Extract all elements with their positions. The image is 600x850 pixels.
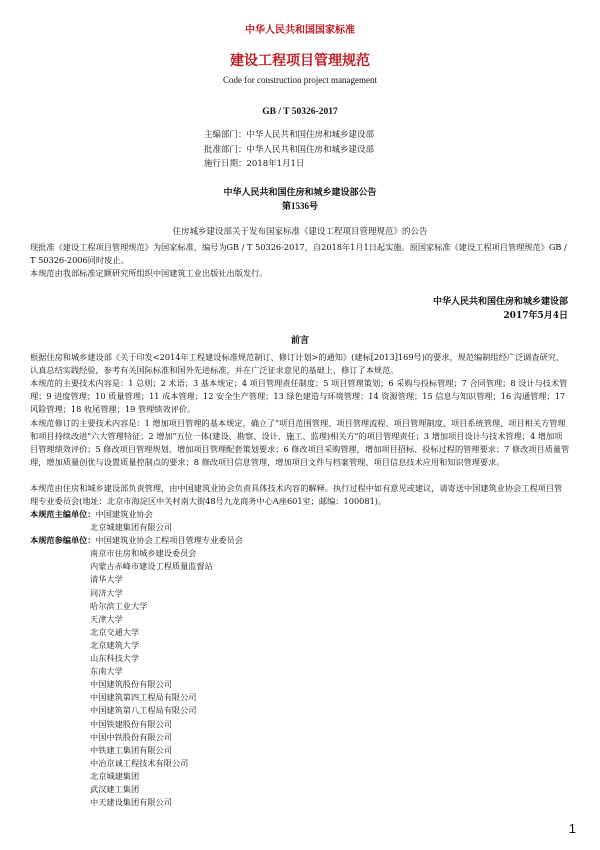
participant-item: 中国建筑第八工程局有限公司 xyxy=(90,705,197,716)
standard-code: GB / T 50326-2017 xyxy=(262,107,338,117)
effective-date: 施行日期：2018年1月1日 xyxy=(204,159,305,169)
approver-department: 批准部门：中华人民共和国住房和城乡建设部 xyxy=(204,145,375,155)
organizations-list xyxy=(30,508,570,809)
participant-item: 中国中铁股份有限公司 xyxy=(90,731,172,742)
document-title-english: Code for construction project management xyxy=(223,75,377,85)
participant-item: 武汉建工集团 xyxy=(90,783,140,794)
participant-item: 天津大学 xyxy=(90,613,123,624)
chief-editor-row xyxy=(30,508,570,521)
editor-department: 主编部门：中华人民共和国住房和城乡建设部 xyxy=(204,130,375,140)
national-standard-label: 中华人民共和国国家标准 xyxy=(245,25,355,36)
foreword-paragraph: 本规范的主要技术内容是：1 总则；2 术语；3 基本规定；4 项目管理责任制度；5 项目管理策划；6 采购与投标管理；7 合同管理；8 设计与技术管理；9 进度管理；10 质量管理；11 成本管理；12 安全生产管理；13 绿色建造与环境管理；14 资源管理；15 信息与知识管理；16 沟通管理；17 风险管理；18 收尾管理；19 管理绩效评价。 xyxy=(30,378,568,414)
participant-item: 同济大学 xyxy=(90,587,123,598)
announcement-number: 第1536号 xyxy=(281,201,318,211)
participant-item: 清华大学 xyxy=(90,574,123,585)
chief-editor-item: 中国建筑业协会 xyxy=(95,509,153,519)
chief-editor-label: 本规范主编单位： xyxy=(30,509,96,519)
participant-item: 中国建筑业协会工程项目管理专业委员会 xyxy=(95,535,243,546)
participant-item: 中冶京诚工程技术有限公司 xyxy=(90,757,189,768)
participant-item: 北京建筑大学 xyxy=(90,639,140,650)
foreword-paragraph: 本规范修订的主要技术内容是：1 增加项目管理的基本规定，确立了"项目范围管理、项目管理流程、项目管理制度、项目系统管理、项目相关方管理和项目持续改进"六大管理特征；2 增加"五位一体(建设、勘察、设计、施工、监理)相关方"的项目管理责任；3 增加项目设计与技术管理；4 增加项目管理绩效评价；5 修改项目管理规划，增加项目管理配套策划要求；6 修改项目采购管理，增加项目招标、投标过程的管理要求；7 修改项目质量管理，增加质量创优与设置质量控制点的要求；8 修改项目信息管理，增加项目文件与档案管理、项目信息技术应用和知识管理要求。 xyxy=(30,418,570,467)
participant-item: 山东科技大学 xyxy=(90,653,140,664)
participants-label: 本规范参编单位： xyxy=(30,535,96,546)
participant-item: 内蒙古赤峰市建设工程质量监督站 xyxy=(90,561,213,572)
participant-item: 中国铁建股份有限公司 xyxy=(90,718,172,729)
participant-item: 北京城建集团 xyxy=(90,770,140,781)
signature-date: 2017年5月4日 xyxy=(503,311,568,321)
participant-item: 中国建筑第四工程局有限公司 xyxy=(90,692,197,703)
participant-item: 东南大学 xyxy=(90,666,123,677)
participant-item: 哈尔滨工业大学 xyxy=(90,600,148,611)
announcement-org: 中华人民共和国住房和城乡建设部公告 xyxy=(223,188,377,198)
participant-item: 中铁建工集团有限公司 xyxy=(90,744,172,755)
participant-item: 中天建设集团有限公司 xyxy=(90,797,172,808)
foreword-title: 前言 xyxy=(290,336,309,346)
announcement-title: 住房城乡建设部关于发布国家标准《建设工程项目管理规范》的公告 xyxy=(172,227,428,237)
document-title: 建设工程项目管理规范 xyxy=(230,53,370,69)
participants-row xyxy=(30,534,570,547)
participant-item: 北京交通大学 xyxy=(90,626,140,637)
foreword-paragraph: 本规范由住房和城乡建设部负责管理，由中国建筑业协会负责具体技术内容的解释。执行过程中如有意见或建议，请寄送中国建筑业协会工程项目管理专业委员会(地址：北京市海淀区中关村南大街48号九龙商务中心A座601室；邮编：100081)。 xyxy=(30,483,563,506)
page-number: 1 xyxy=(568,821,576,836)
foreword-paragraph: 根据住房和城乡建设部《关于印发<2014年工程建设标准规范制订、修订计划>的通知》(建标[2013]169号)的要求，规范编制组经广泛调查研究，认真总结实践经验，参考有关国际标准和国外先进标准，并在广泛征求意见的基础上，修订了本规范。 xyxy=(30,352,565,375)
announcement-paragraph: 现批准《建设工程项目管理规范》为国家标准，编号为GB / T 50326-2017，自2018年1月1日起实施。原国家标准《建设工程项目管理规范》GB / T 50326-2006同时废止。 xyxy=(30,242,567,265)
announcement-paragraph: 本规范由我部标准定额研究所组织中国建筑工业出版社出版发行。 xyxy=(30,268,268,278)
chief-editor-item: 北京城建集团有限公司 xyxy=(90,522,172,533)
participant-item: 南京市住房和城乡建设委员会 xyxy=(90,548,197,559)
signature-org: 中华人民共和国住房和城乡建设部 xyxy=(432,297,568,307)
participant-item: 中国建筑股份有限公司 xyxy=(90,679,172,690)
